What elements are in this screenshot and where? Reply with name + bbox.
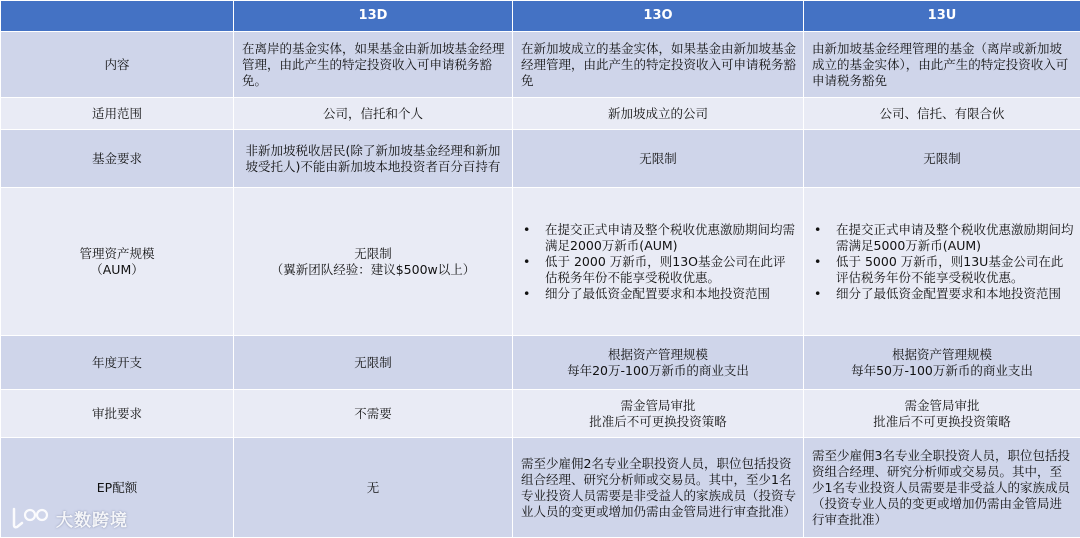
bullet-item: • 在提交正式申请及整个税收优惠激励期间均需满足2000万新币(AUM) (523, 222, 797, 254)
table-row-annual-expense (1, 336, 1080, 390)
row-label: 内容 (1, 32, 234, 98)
watermark (8, 505, 128, 531)
bullet-item: • 在提交正式申请及整个税收优惠激励期间均需满足5000万新币(AUM) (814, 222, 1074, 254)
cell-line: 批准后不可更换投资策略 (873, 413, 1011, 429)
cell-13u (804, 390, 1080, 438)
cell-line: 无限制 (354, 245, 392, 261)
bullet-item: • 细分了最低资金配置要求和本地投资范围 (523, 286, 797, 302)
row-label-line: （AUM） (90, 261, 144, 277)
cell-line: 每年20万-100万新币的商业支出 (567, 362, 749, 378)
cell-13d: 在离岸的基金实体，如果基金由新加坡基金经理管理，由此产生的特定投资收入可申请税务豁免。 (234, 32, 513, 98)
cell-13o: 需至少雇佣2名专业全职投资人员，职位包括投资组合经理、研究分析师或交易员。其中，至少1名专业投资人员需要是非受益人的家族成员（投资专业人员的变更或增加仍需由金管局进行审查批准） (513, 438, 804, 538)
cell-13u: 无限制 (804, 130, 1080, 188)
row-label: EP配额 (1, 438, 234, 538)
table-row-approval (1, 390, 1080, 438)
cell-13u: 公司、信托、有限合伙 (804, 98, 1080, 130)
cell-13d: 无 (234, 438, 513, 538)
cell-13o: 无限制 (513, 130, 804, 188)
cell-13o (513, 336, 804, 390)
cell-13d: 无限制 (234, 336, 513, 390)
cell-line: （翼新团队经验：建议$500w以上） (270, 261, 476, 277)
table-row-fund-requirement (1, 130, 1080, 188)
table-row-aum (1, 188, 1080, 336)
cell-line: 根据资产管理规模 (607, 346, 708, 362)
cell-13d (234, 188, 513, 336)
cell-13u (804, 336, 1080, 390)
cell-13d: 公司，信托和个人 (234, 98, 513, 130)
bullet-item: • 低于 2000 万新币，则13O基金公司在此评估税务年份不能享受税收优惠。 (523, 254, 797, 286)
header-13d: 13D (234, 1, 513, 32)
cell-line: 需金管局审批 (620, 397, 696, 413)
table-row-content (1, 32, 1080, 98)
cell-13d: 不需要 (234, 390, 513, 438)
cell-line: 每年50万-100万新币的商业支出 (851, 362, 1033, 378)
cell-13u: 由新加坡基金经理管理的基金（离岸或新加坡成立的基金实体），由此产生的特定投资收入可申请税务豁免 (804, 32, 1080, 98)
header-corner (1, 1, 234, 32)
cell-13u: 需至少雇佣3名专业全职投资人员，职位包括投资组合经理、研究分析师或交易员。其中，至少1名专业投资人员需要是非受益人的家族成员（投资专业人员的变更或增加仍需由金管局进行审查批准） (804, 438, 1080, 538)
row-label: 年度开支 (1, 336, 234, 390)
table-row-scope (1, 98, 1080, 130)
cell-13o: 在新加坡成立的基金实体，如果基金由新加坡基金经理管理，由此产生的特定投资收入可申请税务豁免 (513, 32, 804, 98)
bullet-list (513, 222, 797, 302)
cell-line: 批准后不可更换投资策略 (589, 413, 727, 429)
header-13o: 13O (513, 1, 804, 32)
cell-13o (513, 390, 804, 438)
row-label (1, 188, 234, 336)
table-row-ep-quota (1, 438, 1080, 538)
cell-13o (513, 188, 804, 336)
row-label: 审批要求 (1, 390, 234, 438)
row-label: 适用范围 (1, 98, 234, 130)
cell-13u (804, 188, 1080, 336)
bullet-list (804, 222, 1074, 302)
cell-line: 需金管局审批 (904, 397, 980, 413)
watermark-text: 大数跨境 (56, 510, 128, 531)
bullet-item: • 细分了最低资金配置要求和本地投资范围 (814, 286, 1074, 302)
header-13u: 13U (804, 1, 1080, 32)
row-label-line: 管理资产规模 (79, 245, 155, 261)
watermark-logo-icon (8, 505, 52, 531)
cell-line: 根据资产管理规模 (891, 346, 992, 362)
row-label: 基金要求 (1, 130, 234, 188)
cell-13d: 非新加坡税收居民(除了新加坡基金经理和新加坡受托人)不能由新加坡本地投资者百分百持有 (234, 130, 513, 188)
header-row (1, 1, 1080, 32)
bullet-item: • 低于 5000 万新币，则13U基金公司在此评估税务年份不能享受税收优惠。 (814, 254, 1074, 286)
cell-13o: 新加坡成立的公司 (513, 98, 804, 130)
